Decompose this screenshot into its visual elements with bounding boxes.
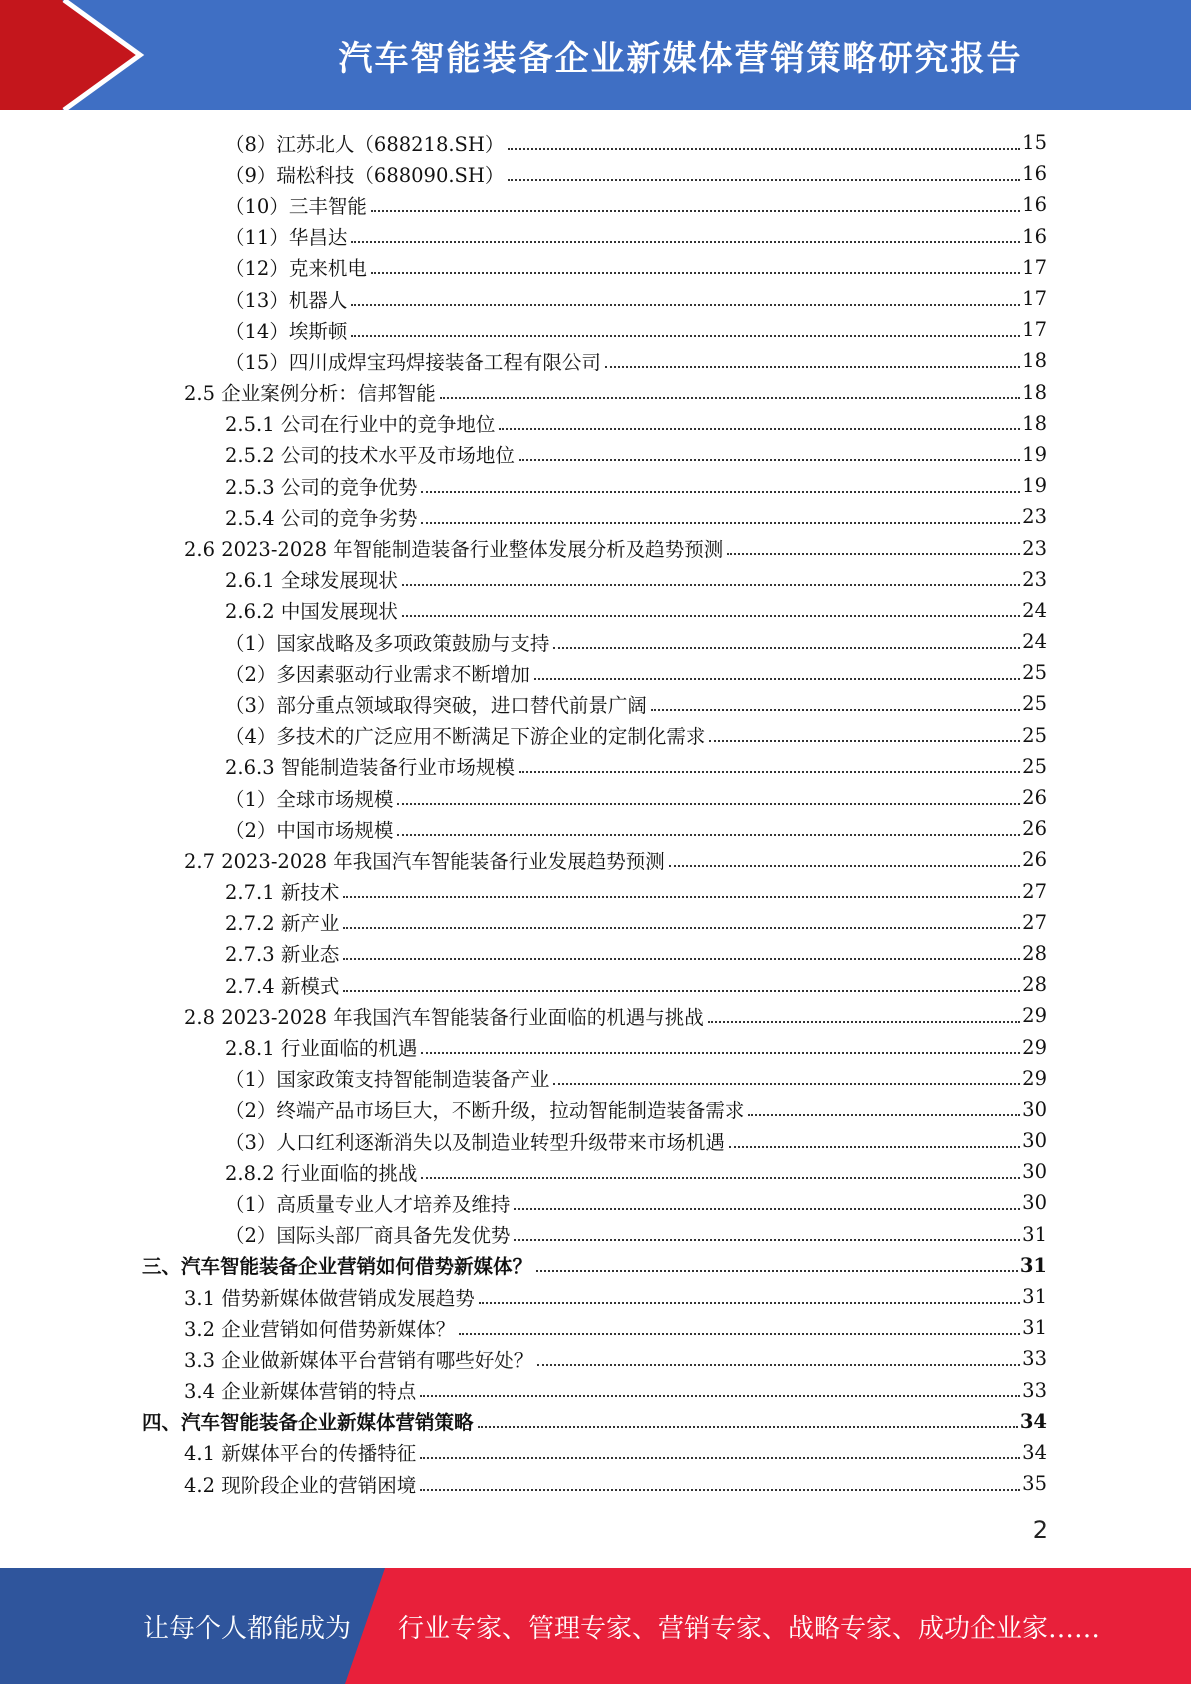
toc-entry-label: 2.7.2 新产业 bbox=[225, 912, 340, 936]
toc-entry-label: （10）三丰智能 bbox=[225, 194, 367, 218]
toc-entry-body bbox=[142, 1407, 1020, 1435]
toc-entry-body bbox=[225, 440, 1022, 468]
toc-entry[interactable] bbox=[0, 314, 1191, 345]
toc-entry-page: 23 bbox=[1022, 536, 1047, 560]
toc-entry-label: 2.5 企业案例分析：信邦智能 bbox=[184, 382, 436, 406]
toc-entry-label: （13）机器人 bbox=[225, 288, 348, 312]
toc-entry-page: 25 bbox=[1022, 723, 1047, 747]
toc-entry-body bbox=[225, 659, 1022, 687]
toc-entry-body bbox=[142, 1251, 1020, 1279]
toc-entry-body bbox=[225, 877, 1022, 905]
toc-dot-leader bbox=[420, 1395, 1020, 1397]
toc-entry-page: 24 bbox=[1022, 598, 1047, 622]
toc-entry-label: 4.1 新媒体平台的传播特征 bbox=[184, 1442, 417, 1466]
toc-entry-label: （1）全球市场规模 bbox=[225, 787, 394, 811]
toc-entry[interactable] bbox=[0, 377, 1191, 408]
toc-entry-page: 16 bbox=[1022, 193, 1047, 217]
toc-entry-label: （1）国家政策支持智能制造装备产业 bbox=[225, 1068, 550, 1092]
toc-entry-label: 2.6.1 全球发展现状 bbox=[225, 569, 398, 593]
toc-entry-page: 26 bbox=[1022, 848, 1047, 872]
toc-entry-body bbox=[225, 160, 1022, 188]
toc-entry-body bbox=[225, 347, 1022, 375]
toc-entry-label: （12）克来机电 bbox=[225, 257, 367, 281]
toc-entry[interactable] bbox=[0, 626, 1191, 657]
table-of-contents bbox=[0, 127, 1191, 1499]
toc-entry[interactable] bbox=[0, 1468, 1191, 1499]
toc-entry[interactable] bbox=[0, 127, 1191, 158]
toc-entry-label: （1）国家战略及多项政策鼓励与支持 bbox=[225, 631, 550, 655]
toc-entry[interactable] bbox=[0, 345, 1191, 376]
toc-entry-body bbox=[225, 628, 1022, 656]
toc-entry-body bbox=[225, 253, 1022, 281]
toc-entry-label: 2.7.3 新业态 bbox=[225, 943, 340, 967]
toc-entry-body bbox=[225, 1189, 1022, 1217]
toc-dot-leader bbox=[397, 803, 1020, 805]
toc-dot-leader bbox=[514, 1239, 1020, 1241]
toc-entry-body bbox=[184, 1283, 1022, 1311]
toc-entry-page: 34 bbox=[1022, 1440, 1047, 1464]
toc-entry[interactable] bbox=[0, 595, 1191, 626]
toc-dot-leader bbox=[351, 335, 1020, 337]
page-number: 2 bbox=[1032, 1516, 1048, 1544]
toc-entry-body bbox=[225, 752, 1022, 780]
toc-entry-label: （2）终端产品市场巨大，不断升级，拉动智能制造装备需求 bbox=[225, 1099, 745, 1123]
toc-dot-leader bbox=[371, 272, 1020, 274]
toc-entry-page: 16 bbox=[1022, 162, 1047, 186]
toc-dot-leader bbox=[534, 678, 1020, 680]
toc-entry-page: 31 bbox=[1022, 1316, 1047, 1340]
toc-entry[interactable] bbox=[0, 1219, 1191, 1250]
toc-entry[interactable] bbox=[0, 720, 1191, 751]
toc-entry-page: 18 bbox=[1022, 380, 1047, 404]
toc-dot-leader bbox=[440, 397, 1020, 399]
report-title: 汽车智能装备企业新媒体营销策略研究报告 bbox=[338, 38, 1023, 79]
toc-dot-leader bbox=[402, 584, 1020, 586]
toc-entry[interactable] bbox=[0, 1375, 1191, 1406]
toc-entry[interactable] bbox=[0, 1094, 1191, 1125]
toc-entry[interactable] bbox=[0, 564, 1191, 595]
toc-entry-label: 2.5.3 公司的竞争优势 bbox=[225, 475, 418, 499]
toc-entry-label: 2.7.4 新模式 bbox=[225, 974, 340, 998]
toc-dot-leader bbox=[508, 179, 1020, 181]
toc-entry-label: 2.6 2023-2028 年智能制造装备行业整体发展分析及趋势预测 bbox=[184, 538, 724, 562]
toc-entry-page: 19 bbox=[1022, 442, 1047, 466]
toc-entry[interactable] bbox=[0, 751, 1191, 782]
toc-entry-label: （15）四川成焊宝玛焊接装备工程有限公司 bbox=[225, 350, 601, 374]
toc-entry-page: 34 bbox=[1019, 1409, 1047, 1433]
toc-entry-label: 2.8 2023-2028 年我国汽车智能装备行业面临的机遇与挑战 bbox=[184, 1005, 704, 1029]
toc-entry-body bbox=[184, 846, 1022, 874]
toc-entry-label: 2.6.2 中国发展现状 bbox=[225, 600, 398, 624]
toc-entry-page: 27 bbox=[1022, 910, 1047, 934]
toc-dot-leader bbox=[536, 1270, 1018, 1272]
toc-entry-body bbox=[184, 1438, 1022, 1466]
toc-entry-label: 3.2 企业营销如何借势新媒体？ bbox=[184, 1317, 456, 1341]
toc-entry-label: 2.8.1 行业面临的机遇 bbox=[225, 1037, 418, 1061]
toc-dot-leader bbox=[651, 709, 1020, 711]
toc-entry-label: （8）江苏北人（688218.SH） bbox=[225, 132, 505, 156]
toc-dot-leader bbox=[605, 366, 1020, 368]
toc-entry-page: 33 bbox=[1022, 1378, 1047, 1402]
toc-entry-label: 2.7.1 新技术 bbox=[225, 881, 340, 905]
toc-entry-page: 15 bbox=[1022, 131, 1047, 155]
toc-dot-leader bbox=[669, 865, 1020, 867]
toc-entry[interactable] bbox=[0, 1187, 1191, 1218]
toc-entry-page: 30 bbox=[1022, 1097, 1047, 1121]
toc-entry-body bbox=[184, 1376, 1022, 1404]
toc-entry-label: 3.4 企业新媒体营销的特点 bbox=[184, 1380, 417, 1404]
toc-entry-label: 3.3 企业做新媒体平台营销有哪些好处？ bbox=[184, 1348, 534, 1372]
toc-dot-leader bbox=[343, 896, 1020, 898]
toc-entry[interactable] bbox=[0, 408, 1191, 439]
toc-entry-body bbox=[225, 222, 1022, 250]
toc-entry-body bbox=[184, 534, 1022, 562]
toc-entry-body bbox=[225, 565, 1022, 593]
toc-entry-label: 2.8.2 行业面临的挑战 bbox=[225, 1161, 418, 1185]
toc-entry-page: 16 bbox=[1022, 224, 1047, 248]
toc-entry-page: 25 bbox=[1022, 692, 1047, 716]
toc-entry-label: （2）多因素驱动行业需求不断增加 bbox=[225, 662, 530, 686]
toc-entry[interactable] bbox=[0, 252, 1191, 283]
toc-dot-leader bbox=[397, 834, 1020, 836]
toc-entry-body bbox=[225, 285, 1022, 313]
toc-dot-leader bbox=[499, 428, 1020, 430]
toc-entry-page: 19 bbox=[1022, 474, 1047, 498]
toc-entry[interactable] bbox=[0, 1031, 1191, 1062]
toc-entry-page: 30 bbox=[1022, 1129, 1047, 1153]
page-footer bbox=[0, 1568, 1191, 1684]
toc-entry-body bbox=[225, 1220, 1022, 1248]
toc-entry-body bbox=[184, 1345, 1022, 1373]
toc-entry-label: 三、汽车智能装备企业营销如何借势新媒体？ bbox=[142, 1255, 533, 1279]
toc-entry-page: 29 bbox=[1022, 1004, 1047, 1028]
toc-dot-leader bbox=[421, 1052, 1020, 1054]
toc-entry-body bbox=[225, 908, 1022, 936]
toc-entry-page: 31 bbox=[1019, 1253, 1047, 1277]
toc-entry-label: 四、汽车智能装备企业新媒体营销策略 bbox=[142, 1411, 474, 1435]
toc-entry-body bbox=[225, 129, 1022, 157]
toc-entry-page: 30 bbox=[1022, 1191, 1047, 1215]
toc-entry[interactable] bbox=[0, 283, 1191, 314]
toc-entry-page: 26 bbox=[1022, 786, 1047, 810]
toc-entry-page: 28 bbox=[1022, 973, 1047, 997]
toc-entry-page: 35 bbox=[1022, 1472, 1047, 1496]
toc-dot-leader bbox=[478, 1426, 1018, 1428]
toc-entry-body bbox=[225, 784, 1022, 812]
toc-entry[interactable] bbox=[0, 1250, 1191, 1281]
toc-entry[interactable] bbox=[0, 1000, 1191, 1031]
toc-dot-leader bbox=[351, 241, 1020, 243]
toc-entry-label: （14）埃斯顿 bbox=[225, 319, 348, 343]
toc-entry-label: （9）瑞松科技（688090.SH） bbox=[225, 163, 505, 187]
toc-dot-leader bbox=[508, 148, 1020, 150]
toc-dot-leader bbox=[343, 958, 1020, 960]
toc-entry-body bbox=[225, 503, 1022, 531]
toc-dot-leader bbox=[420, 1489, 1020, 1491]
toc-dot-leader bbox=[553, 647, 1020, 649]
toc-entry-label: （2）国际头部厂商具备先发优势 bbox=[225, 1224, 511, 1248]
toc-entry-label: （4）多技术的广泛应用不断满足下游企业的定制化需求 bbox=[225, 725, 706, 749]
toc-entry-body bbox=[225, 1095, 1022, 1123]
toc-entry-body bbox=[225, 1064, 1022, 1092]
toc-entry[interactable] bbox=[0, 470, 1191, 501]
toc-entry-body bbox=[225, 939, 1022, 967]
toc-entry-body bbox=[225, 690, 1022, 718]
toc-dot-leader bbox=[421, 1177, 1020, 1179]
toc-entry-body bbox=[225, 1158, 1022, 1186]
toc-entry-page: 31 bbox=[1022, 1222, 1047, 1246]
toc-entry-body bbox=[225, 815, 1022, 843]
toc-entry[interactable] bbox=[0, 813, 1191, 844]
toc-entry-body bbox=[225, 1033, 1022, 1061]
toc-entry[interactable] bbox=[0, 969, 1191, 1000]
toc-entry[interactable] bbox=[0, 439, 1191, 470]
toc-entry[interactable] bbox=[0, 189, 1191, 220]
toc-entry-page: 26 bbox=[1022, 817, 1047, 841]
toc-entry-body bbox=[225, 191, 1022, 219]
toc-dot-leader bbox=[351, 304, 1020, 306]
toc-dot-leader bbox=[459, 1333, 1020, 1335]
toc-dot-leader bbox=[343, 990, 1020, 992]
toc-dot-leader bbox=[402, 615, 1020, 617]
toc-entry-page: 23 bbox=[1022, 505, 1047, 529]
toc-entry[interactable] bbox=[0, 158, 1191, 189]
toc-entry-label: （3）部分重点领域取得突破，进口替代前景广阔 bbox=[225, 693, 647, 717]
toc-entry[interactable] bbox=[0, 1437, 1191, 1468]
toc-entry-body bbox=[225, 596, 1022, 624]
toc-entry-page: 30 bbox=[1022, 1160, 1047, 1184]
toc-entry-label: （11）华昌达 bbox=[225, 226, 348, 250]
toc-dot-leader bbox=[514, 1208, 1020, 1210]
toc-dot-leader bbox=[371, 210, 1020, 212]
footer-slogan-right: 行业专家、管理专家、营销专家、战略专家、成功企业家…… bbox=[398, 1613, 1101, 1644]
toc-dot-leader bbox=[420, 1457, 1020, 1459]
toc-entry[interactable] bbox=[0, 876, 1191, 907]
toc-entry[interactable] bbox=[0, 1281, 1191, 1312]
toc-entry-body bbox=[225, 472, 1022, 500]
toc-dot-leader bbox=[553, 1083, 1020, 1085]
toc-entry-body bbox=[225, 409, 1022, 437]
toc-entry[interactable] bbox=[0, 1406, 1191, 1437]
toc-entry-body bbox=[184, 1470, 1022, 1498]
toc-dot-leader bbox=[748, 1114, 1020, 1116]
toc-entry-body bbox=[184, 1314, 1022, 1342]
toc-dot-leader bbox=[537, 1364, 1020, 1366]
toc-dot-leader bbox=[519, 459, 1020, 461]
toc-entry-page: 17 bbox=[1022, 287, 1047, 311]
toc-entry-page: 25 bbox=[1022, 754, 1047, 778]
toc-entry-label: 2.5.4 公司的竞争劣势 bbox=[225, 506, 418, 530]
toc-entry-page: 24 bbox=[1022, 630, 1047, 654]
toc-dot-leader bbox=[343, 927, 1020, 929]
toc-entry-body bbox=[225, 721, 1022, 749]
toc-entry-page: 33 bbox=[1022, 1347, 1047, 1371]
footer-slogan-left: 让每个人都能成为 bbox=[143, 1613, 352, 1644]
toc-entry-page: 28 bbox=[1022, 941, 1047, 965]
toc-entry-body bbox=[225, 971, 1022, 999]
toc-entry-page: 17 bbox=[1022, 318, 1047, 342]
toc-entry[interactable] bbox=[0, 221, 1191, 252]
toc-entry[interactable] bbox=[0, 532, 1191, 563]
toc-entry-page: 29 bbox=[1022, 1066, 1047, 1090]
toc-entry-label: 3.1 借势新媒体做营销成发展趋势 bbox=[184, 1286, 475, 1310]
toc-entry-body bbox=[184, 378, 1022, 406]
toc-entry[interactable] bbox=[0, 1312, 1191, 1343]
toc-entry[interactable] bbox=[0, 782, 1191, 813]
toc-entry-page: 31 bbox=[1022, 1285, 1047, 1309]
toc-entry[interactable] bbox=[0, 657, 1191, 688]
toc-entry-label: 2.5.2 公司的技术水平及市场地位 bbox=[225, 444, 515, 468]
toc-dot-leader bbox=[729, 1146, 1020, 1148]
toc-dot-leader bbox=[519, 771, 1020, 773]
toc-entry-body bbox=[225, 1127, 1022, 1155]
toc-dot-leader bbox=[421, 491, 1020, 493]
toc-entry[interactable] bbox=[0, 1156, 1191, 1187]
toc-entry-label: （3）人口红利逐渐消失以及制造业转型升级带来市场机遇 bbox=[225, 1130, 725, 1154]
toc-entry[interactable] bbox=[0, 1343, 1191, 1374]
toc-entry-body bbox=[225, 316, 1022, 344]
toc-entry[interactable] bbox=[0, 688, 1191, 719]
toc-entry-label: 2.7 2023-2028 年我国汽车智能装备行业发展趋势预测 bbox=[184, 849, 665, 873]
toc-entry-label: （2）中国市场规模 bbox=[225, 818, 394, 842]
toc-dot-leader bbox=[479, 1302, 1020, 1304]
toc-entry[interactable] bbox=[0, 938, 1191, 969]
toc-entry-page: 18 bbox=[1022, 411, 1047, 435]
page-header bbox=[0, 0, 1191, 110]
toc-entry[interactable] bbox=[0, 844, 1191, 875]
toc-entry-page: 17 bbox=[1022, 255, 1047, 279]
toc-entry[interactable] bbox=[0, 907, 1191, 938]
toc-entry[interactable] bbox=[0, 1063, 1191, 1094]
toc-entry-label: 4.2 现阶段企业的营销困境 bbox=[184, 1473, 417, 1497]
toc-entry-page: 25 bbox=[1022, 661, 1047, 685]
toc-dot-leader bbox=[421, 522, 1020, 524]
toc-entry-label: 2.5.1 公司在行业中的竞争地位 bbox=[225, 413, 496, 437]
toc-dot-leader bbox=[727, 553, 1020, 555]
toc-entry-page: 23 bbox=[1022, 567, 1047, 591]
toc-dot-leader bbox=[709, 740, 1020, 742]
toc-dot-leader bbox=[708, 1021, 1020, 1023]
toc-entry-page: 27 bbox=[1022, 879, 1047, 903]
toc-entry-page: 29 bbox=[1022, 1035, 1047, 1059]
toc-entry-label: （1）高质量专业人才培养及维持 bbox=[225, 1192, 511, 1216]
toc-entry-body bbox=[184, 1002, 1022, 1030]
toc-entry[interactable] bbox=[0, 501, 1191, 532]
toc-entry-page: 18 bbox=[1022, 349, 1047, 373]
toc-entry-label: 2.6.3 智能制造装备行业市场规模 bbox=[225, 756, 515, 780]
toc-entry[interactable] bbox=[0, 1125, 1191, 1156]
